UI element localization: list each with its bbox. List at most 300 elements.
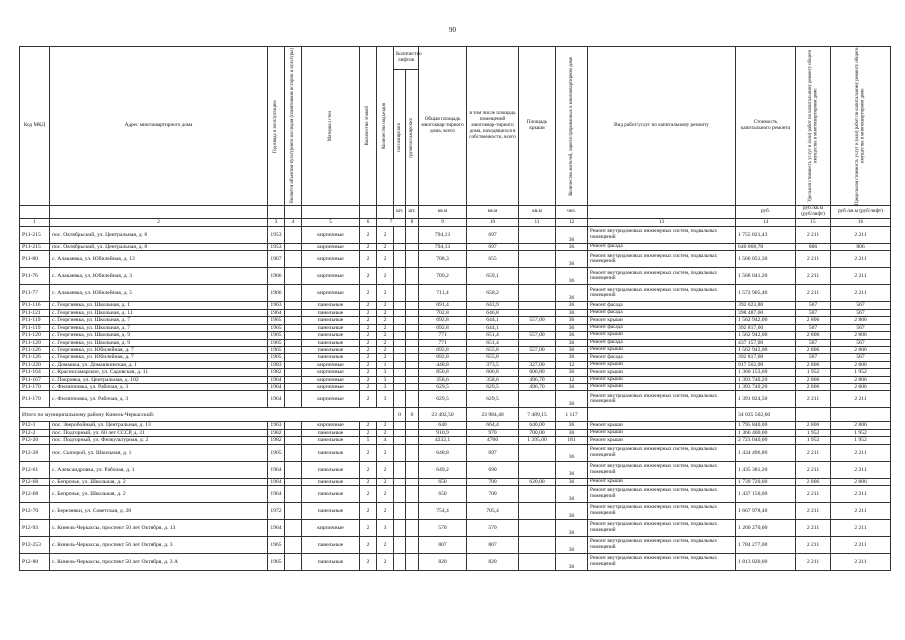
cell-ent: 2: [377, 461, 394, 478]
cell-empty: [406, 478, 419, 485]
cell-owned: 655,8: [467, 354, 519, 361]
cell-code: Р12-68: [20, 486, 50, 503]
table-row: [20, 346, 891, 353]
cell-empty: [285, 302, 302, 309]
cell-code: Р11-126: [20, 346, 50, 353]
cell-owned: 697: [467, 444, 519, 461]
cell-roof: [519, 503, 556, 520]
cell-ent: 2: [377, 537, 394, 554]
cell-unit: 2 211: [796, 537, 831, 554]
cell-owned: 358,6: [467, 376, 519, 383]
cell-year: 1964: [268, 391, 285, 408]
cell-owned: 664,4: [467, 422, 519, 429]
cell-roof: [519, 339, 556, 346]
cell-max: 806: [831, 244, 891, 251]
cell-roof: [519, 444, 556, 461]
cell-code: Р11-120: [20, 339, 50, 346]
cell-ent: 2: [377, 317, 394, 324]
cell-res: 36: [556, 227, 588, 244]
cell-code: Р11-215: [20, 227, 50, 244]
cell-owned: 697: [467, 244, 519, 251]
cell-max: 2 211: [831, 285, 891, 302]
cell-floors: 2: [360, 537, 377, 554]
table-row: [20, 503, 891, 520]
cell-empty: [285, 369, 302, 376]
cell-floors: 2: [360, 391, 377, 408]
cell-cost: 1 562 942,00: [736, 332, 796, 339]
units-row: шт. шт. кв.м кв.м кв.м чел. руб. руб./кв.м (руб/лифт) руб./кв.м (руб/лифт): [20, 206, 891, 219]
cell-walls: панельные: [302, 437, 360, 444]
cell-floors: 2: [360, 429, 377, 436]
cell-work: Ремонт внутридомовых инженерных систем, подвальных помещений: [588, 444, 736, 461]
cell-empty: [406, 244, 419, 251]
cell-walls: панельные: [302, 503, 360, 520]
cell-cost: 1 739 720,00: [736, 478, 796, 485]
subtotal-area: 23 492,50: [419, 408, 467, 422]
cell-max: 2 211: [831, 503, 891, 520]
cell-unit: 2 806: [796, 422, 831, 429]
cell-unit: 2 211: [796, 285, 831, 302]
cell-work: Ремонт фасада: [588, 302, 736, 309]
cell-res: 181: [556, 437, 588, 444]
cell-empty: [285, 537, 302, 554]
cell-empty: [285, 268, 302, 285]
cell-work: Ремонт крыши: [588, 346, 736, 353]
cell-unit: 2 211: [796, 554, 831, 571]
cell-year: 1965: [268, 444, 285, 461]
cell-res: 36: [556, 346, 588, 353]
cell-year: 1966: [268, 285, 285, 302]
cell-empty: [285, 324, 302, 331]
hdr-year: Год ввода в эксплуатацию: [273, 99, 279, 153]
cell-unit: 567: [796, 309, 831, 316]
cell-res: 36: [556, 384, 588, 391]
cell-area: 629,5: [419, 384, 467, 391]
cell-floors: 2: [360, 503, 377, 520]
cell-cost: 1 562 942,00: [736, 317, 796, 324]
cell-unit: 567: [796, 324, 831, 331]
cell-year: 1967: [268, 251, 285, 268]
cell-ent: 2: [377, 346, 394, 353]
cell-empty: [406, 227, 419, 244]
cell-empty: [285, 251, 302, 268]
hdr-code: Код МКД: [20, 47, 50, 206]
hdr-address: Адрес многоквартирного дома: [50, 47, 268, 206]
cell-code: Р12-20: [20, 437, 50, 444]
cell-code: Р11-126: [20, 354, 50, 361]
cell-empty: [394, 285, 406, 302]
cell-year: 1965: [268, 554, 285, 571]
cell-cost: 640 068,78: [736, 244, 796, 251]
cell-max: 567: [831, 339, 891, 346]
cell-cost: 1 393 740,20: [736, 384, 796, 391]
cell-unit: 2 211: [796, 503, 831, 520]
cell-year: 1963: [268, 302, 285, 309]
cell-owned: 629,5: [467, 391, 519, 408]
cell-ent: 2: [377, 244, 394, 251]
cell-roof: [519, 486, 556, 503]
cell-floors: 2: [360, 444, 377, 461]
hdr-lifts-cargo: грузопассажирских: [409, 117, 415, 158]
cell-empty: [406, 354, 419, 361]
cell-ent: 2: [377, 422, 394, 429]
subtotal-section: [20, 408, 891, 422]
cell-unit: 567: [796, 354, 831, 361]
cell-empty: [394, 478, 406, 485]
cell-unit: 2 806: [796, 361, 831, 368]
table-row: [20, 429, 891, 436]
cell-max: 2 806: [831, 478, 891, 485]
cell-area: 358,6: [419, 376, 467, 383]
cell-code: Р11-77: [20, 285, 50, 302]
cell-empty: [285, 461, 302, 478]
cell-empty: [394, 384, 406, 391]
cell-code: Р11-119: [20, 317, 50, 324]
cell-empty: [285, 339, 302, 346]
cell-address: с. Георгиевка, ул. Школьная, д. 1: [50, 302, 268, 309]
cell-ent: 3: [377, 376, 394, 383]
cell-floors: 2: [360, 520, 377, 537]
cell-address: с. Кинель-Черкассы, проспект 50 лет Октября, д. 3 А: [50, 554, 268, 571]
cell-walls: панельные: [302, 324, 360, 331]
cell-ent: 2: [377, 324, 394, 331]
cell-walls: панельные: [302, 478, 360, 485]
cell-area: 794,13: [419, 227, 467, 244]
cell-max: 567: [831, 324, 891, 331]
cell-res: 36: [556, 339, 588, 346]
cell-empty: [285, 227, 302, 244]
cell-empty: [285, 361, 302, 368]
hdr-floors: Количество этажей: [365, 106, 371, 146]
cell-empty: [285, 429, 302, 436]
cell-area: 692,8: [419, 346, 467, 353]
cell-ent: 2: [377, 332, 394, 339]
cell-max: 2 211: [831, 554, 891, 571]
cell-roof: 640,00: [519, 422, 556, 429]
hdr-heritage: Является объектом культурного наследия (памятником истории и культуры): [290, 48, 296, 204]
cell-empty: [285, 503, 302, 520]
cell-work: Ремонт внутридомовых инженерных систем, подвальных помещений: [588, 537, 736, 554]
cell-ent: 2: [377, 429, 394, 436]
cell-unit: 2 806: [796, 332, 831, 339]
cell-unit: 2 806: [796, 376, 831, 383]
cell-ent: 2: [377, 339, 394, 346]
cell-unit: 1 952: [796, 369, 831, 376]
table-row: [20, 354, 891, 361]
cell-walls: панельные: [302, 486, 360, 503]
cell-unit: 806: [796, 244, 831, 251]
cell-res: 36: [556, 309, 588, 316]
table-row: [20, 478, 891, 485]
cell-res: 36: [556, 554, 588, 571]
cell-cost: 1 784 277,00: [736, 537, 796, 554]
table-row: [20, 369, 891, 376]
cell-roof: [519, 244, 556, 251]
cell-cost: 392 817,60: [736, 324, 796, 331]
cell-area: 711,4: [419, 285, 467, 302]
cell-empty: [394, 251, 406, 268]
cell-address: пос. Октябрьский, ул. Центральная, д. 8: [50, 244, 268, 251]
cell-walls: кирпичные: [302, 227, 360, 244]
cell-owned: 606,8: [467, 369, 519, 376]
cell-floors: 2: [360, 461, 377, 478]
cell-cost: 1 572 905,40: [736, 285, 796, 302]
cell-work: Ремонт внутридомовых инженерных систем, подвальных помещений: [588, 461, 736, 478]
cell-area: 794,13: [419, 244, 467, 251]
cell-owned: 643,9: [467, 302, 519, 309]
cell-floors: 2: [360, 369, 377, 376]
cell-roof: [519, 537, 556, 554]
cell-empty: [406, 361, 419, 368]
cell-work: Ремонт внутридомовых инженерных систем, подвальных помещений: [588, 391, 736, 408]
cell-walls: кирпичные: [302, 251, 360, 268]
cell-owned: 644,1: [467, 324, 519, 331]
cell-empty: [406, 537, 419, 554]
cell-work: Ремонт внутридомовых инженерных систем, подвальных помещений: [588, 503, 736, 520]
cell-floors: 2: [360, 268, 377, 285]
table-row: [20, 251, 891, 268]
hdr-work: Вид работ/услуг по капитальному ремонту: [588, 47, 736, 206]
table-row: [20, 285, 891, 302]
cell-empty: [285, 437, 302, 444]
cell-owned: 655: [467, 251, 519, 268]
cell-address: с. Кинель-Черкассы, проспект 50 лет Октября, д. 3: [50, 537, 268, 554]
cell-floors: 2: [360, 361, 377, 368]
cell-max: 567: [831, 309, 891, 316]
table-row: [20, 309, 891, 316]
cell-address: с. Георгиевка, ул. Школьная, д. 7: [50, 317, 268, 324]
cell-max: 2 806: [831, 317, 891, 324]
cell-work: Ремонт внутридомовых инженерных систем, подвальных помещений: [588, 268, 736, 285]
cell-empty: [394, 437, 406, 444]
cell-max: 2 211: [831, 520, 891, 537]
cell-code: Р12-2: [20, 429, 50, 436]
cell-res: 36: [556, 503, 588, 520]
cell-code: Р11-80: [20, 251, 50, 268]
cell-cost: 1 393 740,20: [736, 376, 796, 383]
cell-floors: 2: [360, 309, 377, 316]
cell-floors: 5: [360, 437, 377, 444]
cell-roof: 620,00: [519, 478, 556, 485]
cell-area: 709,2: [419, 268, 467, 285]
cell-year: 1965: [268, 346, 285, 353]
cell-floors: 2: [360, 317, 377, 324]
cell-unit: 2 211: [796, 486, 831, 503]
table-row: [20, 376, 891, 383]
cell-year: 1965: [268, 339, 285, 346]
cell-roof: 1 395,00: [519, 437, 556, 444]
cell-floors: 2: [360, 285, 377, 302]
cell-cost: 1 667 978,40: [736, 503, 796, 520]
cell-address: с. Филипповка, ул. Рабочая, д. 3: [50, 384, 268, 391]
cell-empty: [406, 486, 419, 503]
cell-owned: 629,5: [467, 384, 519, 391]
cell-empty: [406, 332, 419, 339]
cell-empty: [406, 422, 419, 429]
cell-empty: [285, 554, 302, 571]
cell-walls: панельные: [302, 444, 360, 461]
cell-walls: панельные: [302, 317, 360, 324]
cell-empty: [406, 339, 419, 346]
cell-owned: 705,4: [467, 503, 519, 520]
cell-owned: 651,4: [467, 339, 519, 346]
cell-walls: панельные: [302, 339, 360, 346]
cell-work: Ремонт крыши: [588, 437, 736, 444]
cell-area: 754,4: [419, 503, 467, 520]
cell-code: Р11-116: [20, 302, 50, 309]
cell-max: 2 806: [831, 376, 891, 383]
cell-floors: 2: [360, 251, 377, 268]
cell-address: пос. Подгорный, ул. 60 лет СССР, д. 21: [50, 429, 268, 436]
cell-max: 2 211: [831, 537, 891, 554]
cell-area: 650: [419, 478, 467, 485]
cell-empty: [406, 554, 419, 571]
hdr-max-cost: Предельная стоимость услуг и (или) работ по капитальному ремонту общего имущества в многоквартирном доме: [855, 47, 866, 205]
hdr-lifts-pass: пассажирских: [396, 123, 402, 152]
hdr-lifts: Количество лифтов: [394, 47, 419, 70]
cell-empty: [285, 354, 302, 361]
cell-empty: [394, 346, 406, 353]
cell-res: 36: [556, 391, 588, 408]
cell-unit: 2 211: [796, 391, 831, 408]
cell-empty: [406, 391, 419, 408]
table-row: [20, 332, 891, 339]
cell-empty: [406, 346, 419, 353]
cell-res: 36: [556, 302, 588, 309]
cell-ent: 2: [377, 554, 394, 571]
cell-year: 1965: [268, 332, 285, 339]
cell-cost: 398 487,60: [736, 309, 796, 316]
cell-year: 1965: [268, 317, 285, 324]
cell-cost: 437 157,00: [736, 339, 796, 346]
cell-walls: кирпичные: [302, 268, 360, 285]
cell-code: Р12-1: [20, 422, 50, 429]
cell-area: 692,8: [419, 354, 467, 361]
cell-address: с. Красносамарское, ул. Садовская, д. 11: [50, 369, 268, 376]
cell-unit: 2 806: [796, 478, 831, 485]
cell-empty: [406, 384, 419, 391]
cell-empty: [406, 429, 419, 436]
cell-ent: 2: [377, 302, 394, 309]
cell-max: 2 211: [831, 486, 891, 503]
cell-address: с. Георгиевка, ул. Юбилейная, д. 7: [50, 354, 268, 361]
cell-year: 1964: [268, 486, 285, 503]
cell-area: 820: [419, 554, 467, 571]
cell-walls: кирпичные: [302, 376, 360, 383]
cell-year: 1983: [268, 361, 285, 368]
cell-empty: [406, 324, 419, 331]
cell-work: Ремонт крыши: [588, 376, 736, 383]
cell-work: Ремонт внутридомовых инженерных систем, подвальных помещений: [588, 251, 736, 268]
cell-owned: 658,2: [467, 285, 519, 302]
cell-empty: [285, 376, 302, 383]
cell-ent: 3: [377, 520, 394, 537]
cell-floors: 2: [360, 384, 377, 391]
cell-empty: [394, 244, 406, 251]
cell-cost: 1 568 041,20: [736, 268, 796, 285]
cell-code: Р11-164: [20, 369, 50, 376]
cell-roof: [519, 461, 556, 478]
cell-unit: 2 211: [796, 268, 831, 285]
cell-address: с. Алакаевка, ул. Юбилейная, д. 5: [50, 285, 268, 302]
cell-empty: [285, 478, 302, 485]
cell-roof: [519, 324, 556, 331]
cell-year: 1982: [268, 429, 285, 436]
cell-res: 36: [556, 285, 588, 302]
cell-work: Ремонт крыши: [588, 422, 736, 429]
hdr-entrances: Количество подъездов: [382, 103, 388, 149]
cell-work: Ремонт внутридомовых инженерных систем, подвальных помещений: [588, 520, 736, 537]
cell-res: 36: [556, 486, 588, 503]
cell-empty: [394, 486, 406, 503]
cell-res: 36: [556, 354, 588, 361]
cell-empty: [285, 346, 302, 353]
cell-roof: 327,00: [519, 361, 556, 368]
cell-owned: 644,1: [467, 317, 519, 324]
cell-floors: 2: [360, 339, 377, 346]
cell-area: 910,9: [419, 429, 467, 436]
cell-walls: кирпичные: [302, 520, 360, 537]
cell-res: 36: [556, 478, 588, 485]
cell-walls: панельные: [302, 354, 360, 361]
cell-address: с. Алакаевка, ул. Юбилейная, д. 13: [50, 251, 268, 268]
cell-year: 1964: [268, 478, 285, 485]
cell-floors: 2: [360, 346, 377, 353]
cell-empty: [394, 444, 406, 461]
cell-res: 12: [556, 376, 588, 383]
cell-empty: [406, 317, 419, 324]
page-number: 90: [449, 26, 456, 34]
table-row: [20, 324, 891, 331]
cell-res: 36: [556, 317, 588, 324]
cell-code: Р11-167: [20, 376, 50, 383]
cell-work: Ремонт крыши: [588, 369, 736, 376]
cell-cost: 1 437 150,00: [736, 486, 796, 503]
cell-ent: 1: [377, 361, 394, 368]
table-row: [20, 302, 891, 309]
cell-res: 36: [556, 429, 588, 436]
cell-empty: [406, 302, 419, 309]
cell-empty: [285, 486, 302, 503]
cell-year: 1953: [268, 244, 285, 251]
cell-empty: [394, 422, 406, 429]
cell-work: Ремонт внутридомовых инженерных систем, подвальных помещений: [588, 285, 736, 302]
cell-ent: 2: [377, 227, 394, 244]
cell-code: Р11-119: [20, 324, 50, 331]
cell-work: Ремонт внутридомовых инженерных систем, подвальных помещений: [588, 486, 736, 503]
cell-cost: 1 360 153,60: [736, 369, 796, 376]
cell-res: 36: [556, 244, 588, 251]
cell-cost: 1 813 020,00: [736, 554, 796, 571]
cell-roof: [519, 285, 556, 302]
cell-code: Р11-170: [20, 391, 50, 408]
cell-owned: 373,5: [467, 361, 519, 368]
cell-address: с. Филипповка, ул. Рабочая, д. 3: [50, 391, 268, 408]
cell-empty: [394, 227, 406, 244]
cell-floors: 2: [360, 422, 377, 429]
cell-owned: 659,1: [467, 268, 519, 285]
cell-max: 1 952: [831, 369, 891, 376]
cell-code: Р12-80: [20, 554, 50, 571]
cell-walls: панельные: [302, 332, 360, 339]
table-row: [20, 422, 891, 429]
cell-code: Р11-121: [20, 309, 50, 316]
cell-empty: [285, 444, 302, 461]
cell-res: 36: [556, 537, 588, 554]
cell-empty: [394, 461, 406, 478]
cell-unit: 2 806: [796, 384, 831, 391]
cell-cost: 392 817,60: [736, 354, 796, 361]
